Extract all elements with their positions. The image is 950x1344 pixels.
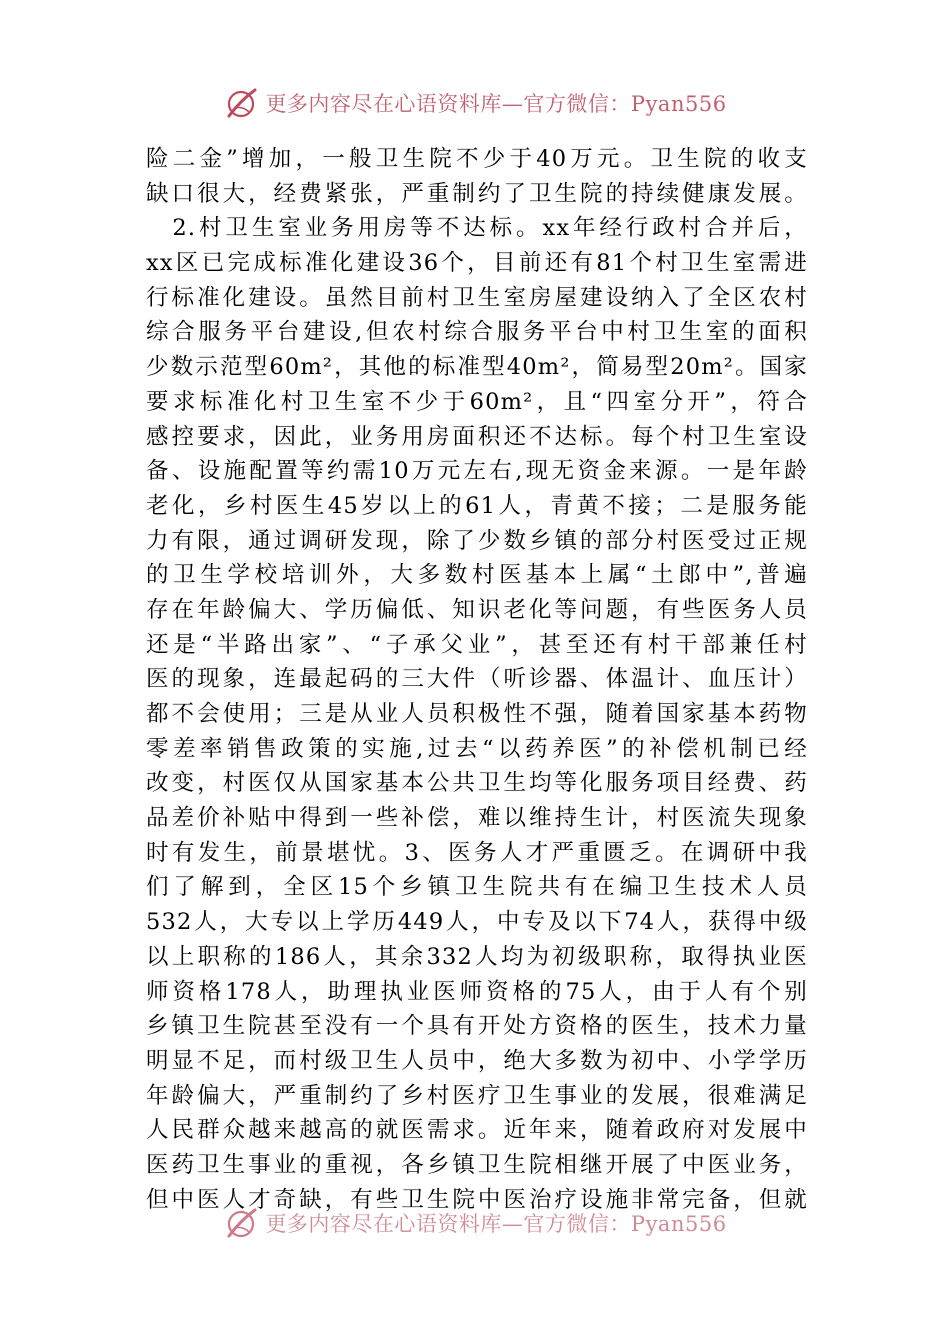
text-line: 少数示范型60m²，其他的标准型40m²，简易型20m²。国家: [146, 354, 808, 381]
footer-watermark-text: 更多内容尽在心语资料库—官方微信：Pyan556: [265, 1212, 727, 1236]
text-line: 还是“半路出家”、“子承父业”，甚至还有村干部兼任村: [146, 631, 808, 658]
text-line: 品差价补贴中得到一些补偿，难以维持生计，村医流失现象: [146, 805, 808, 832]
footer-watermark: [0, 1206, 950, 1240]
text-line: 感控要求，因此，业务用房面积还不达标。每个村卫生室设: [146, 423, 808, 450]
text-line: 备、设施配置等约需10万元左右,现无资金来源。一是年龄: [146, 458, 808, 485]
text-line: 险二金”增加，一般卫生院不少于40万元。卫生院的收支: [146, 146, 808, 172]
document-body: [146, 142, 808, 1218]
text-line: 但中医人才奇缺，有些卫生院中医治疗设施非常完备，但就: [146, 1186, 808, 1213]
text-line: 的卫生学校培训外，大多数村医基本上属“土郎中”,普遍: [146, 562, 808, 589]
text-line: 2.村卫生室业务用房等不达标。xx年经行政村合并后，: [146, 215, 808, 242]
text-line: 人民群众越来越高的就医需求。近年来，随着政府对发展中: [146, 1117, 808, 1144]
text-line: 师资格178人，助理执业医师资格的75人，由于人有个别: [146, 978, 808, 1005]
text-line: 乡镇卫生院甚至没有一个具有开处方资格的医生，技术力量: [146, 1013, 808, 1040]
text-line: 存在年龄偏大、学历偏低、知识老化等问题，有些医务人员: [146, 596, 808, 623]
text-line: 改变，村医仅从国家基本公共卫生均等化服务项目经费、药: [146, 770, 808, 797]
text-line: 行标准化建设。虽然目前村卫生室房屋建设纳入了全区农村: [146, 284, 808, 311]
text-line: 年龄偏大，严重制约了乡村医疗卫生事业的发展，很难满足: [146, 1082, 808, 1109]
header-watermark: [0, 86, 950, 120]
text-line: 要求标准化村卫生室不少于60m²，且“四室分开”，符合: [146, 388, 808, 415]
header-watermark-text: 更多内容尽在心语资料库—官方微信：Pyan556: [265, 92, 727, 116]
text-line: 时有发生，前景堪忧。3、医务人才严重匮乏。在调研中我: [146, 839, 808, 866]
text-line: 532人，大专以上学历449人，中专及以下74人，获得中级: [146, 909, 808, 936]
text-line: 们了解到，全区15个乡镇卫生院共有在编卫生技术人员: [146, 874, 808, 901]
text-line: 零差率销售政策的实施,过去“以药养医”的补偿机制已经: [146, 735, 808, 762]
text-line: xx区已完成标准化建设36个，目前还有81个村卫生室需进: [146, 250, 808, 277]
text-line: 明显不足，而村级卫生人员中，绝大多数为初中、小学学历: [146, 1047, 808, 1074]
text-line: 综合服务平台建设,但农村综合服务平台中村卫生室的面积: [146, 319, 808, 346]
text-line: 以上职称的186人，其余332人均为初级职称，取得执业医: [146, 943, 808, 970]
brush-logo-icon: [223, 86, 261, 120]
text-line: 力有限，通过调研发现，除了少数乡镇的部分村医受过正规: [146, 527, 808, 554]
text-line: 缺口很大，经费紧张，严重制约了卫生院的持续健康发展。: [146, 180, 808, 207]
text-line: 医药卫生事业的重视，各乡镇卫生院相继开展了中医业务，: [146, 1151, 808, 1178]
text-line: 都不会使用；三是从业人员积极性不强，随着国家基本药物: [146, 701, 808, 727]
text-line: 老化，乡村医生45岁以上的61人，青黄不接；二是服务能: [146, 492, 808, 519]
text-line: 医的现象，连最起码的三大件（听诊器、体温计、血压计）: [146, 666, 808, 693]
brush-logo-icon: [223, 1206, 261, 1240]
